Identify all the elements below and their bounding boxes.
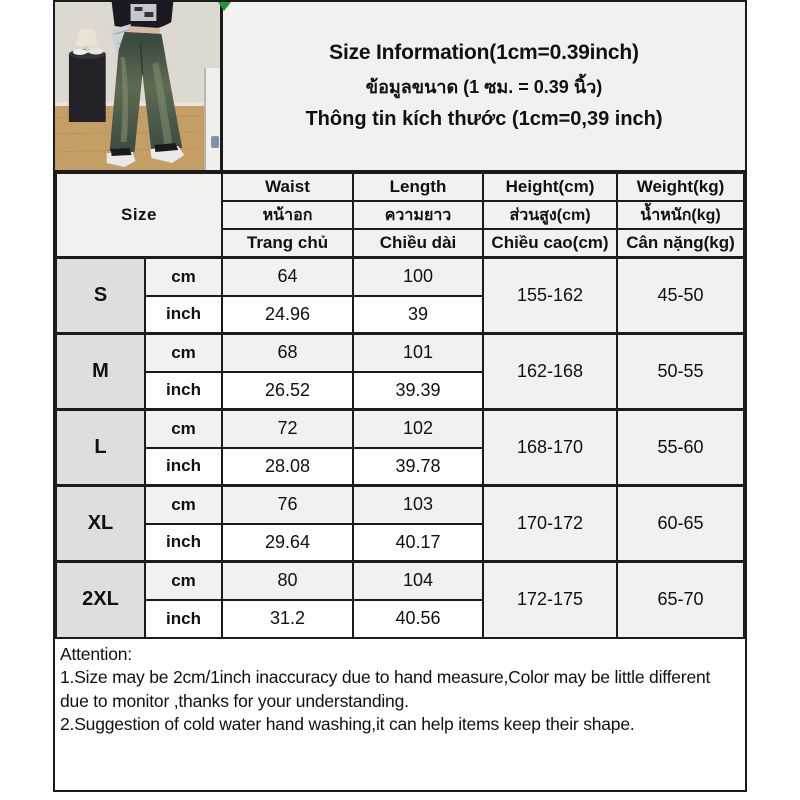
height-value: 162-168: [483, 334, 617, 410]
waist-inch-value: 29.64: [222, 524, 353, 562]
attention-notes: [55, 639, 745, 791]
size-label-s: S: [56, 258, 145, 334]
size-group-2xl: [56, 562, 744, 638]
weight-value: 55-60: [617, 410, 744, 486]
length-cm-value: 104: [353, 562, 483, 600]
title-vietnamese: Thông tin kích thước (1cm=0,39 inch): [305, 108, 663, 130]
size-group-l: [56, 410, 744, 486]
length-cm-value: 101: [353, 334, 483, 372]
waist-inch-value: 24.96: [222, 296, 353, 334]
unit-cm-label: cm: [145, 410, 222, 448]
col-header-waist-vi: Trang chủ: [222, 229, 353, 257]
col-header-weight-en: Weight(kg): [617, 173, 744, 201]
weight-value: 45-50: [617, 258, 744, 334]
length-inch-value: 40.17: [353, 524, 483, 562]
col-header-length-th: ความยาว: [353, 201, 483, 229]
waist-inch-value: 26.52: [222, 372, 353, 410]
col-header-height-en: Height(cm): [483, 173, 617, 201]
size-group-xl: [56, 486, 744, 562]
title-block: [223, 2, 745, 170]
length-cm-value: 103: [353, 486, 483, 524]
height-value: 155-162: [483, 258, 617, 334]
size-header-cell: Size: [56, 173, 222, 257]
waist-inch-value: 31.2: [222, 600, 353, 638]
unit-inch-label: inch: [145, 448, 222, 486]
height-value: 172-175: [483, 562, 617, 638]
unit-inch-label: inch: [145, 600, 222, 638]
col-header-waist-th: หน้าอก: [222, 201, 353, 229]
green-corner-marker-icon: [218, 2, 231, 11]
col-header-weight-vi: Cân nặng(kg): [617, 229, 744, 257]
height-value: 168-170: [483, 410, 617, 486]
col-header-waist-en: Waist: [222, 173, 353, 201]
waist-cm-value: 64: [222, 258, 353, 296]
weight-value: 50-55: [617, 334, 744, 410]
weight-value: 60-65: [617, 486, 744, 562]
unit-inch-label: inch: [145, 296, 222, 334]
col-header-height-vi: Chiều cao(cm): [483, 229, 617, 257]
waist-cm-value: 68: [222, 334, 353, 372]
col-header-length-en: Length: [353, 173, 483, 201]
size-group-m: [56, 334, 744, 410]
length-inch-value: 39.78: [353, 448, 483, 486]
size-table-body: [55, 256, 745, 639]
col-header-weight-th: น้ำหนัก(kg): [617, 201, 744, 229]
waist-cm-value: 72: [222, 410, 353, 448]
title-english: Size Information(1cm=0.39inch): [329, 41, 639, 64]
title-thai: ข้อมูลขนาด (1 ซม. = 0.39 นิ้ว): [365, 77, 603, 97]
waist-cm-value: 76: [222, 486, 353, 524]
unit-cm-label: cm: [145, 562, 222, 600]
col-header-length-vi: Chiều dài: [353, 229, 483, 257]
jeans-model-illustration: [55, 2, 220, 170]
size-label-m: M: [56, 334, 145, 410]
header-row-english: [56, 173, 744, 201]
size-label-2xl: 2XL: [56, 562, 145, 638]
length-cm-value: 102: [353, 410, 483, 448]
size-label-l: L: [56, 410, 145, 486]
waist-inch-value: 28.08: [222, 448, 353, 486]
size-label-xl: XL: [56, 486, 145, 562]
size-table: [55, 172, 745, 258]
length-inch-value: 39.39: [353, 372, 483, 410]
attention-note-2: 2.Suggestion of cold water hand washing,it can help items keep their shape.: [60, 714, 635, 734]
waist-cm-value: 80: [222, 562, 353, 600]
unit-cm-label: cm: [145, 334, 222, 372]
unit-inch-label: inch: [145, 524, 222, 562]
height-value: 170-172: [483, 486, 617, 562]
attention-heading: Attention:: [60, 643, 132, 664]
size-group-s: [56, 258, 744, 334]
product-photo: [55, 2, 223, 170]
length-inch-value: 39: [353, 296, 483, 334]
attention-note-1: 1.Size may be 2cm/1inch inaccuracy due to hand measure,Color may be little different due to monitor ,thanks for your understanding.: [60, 667, 711, 711]
top-row: [55, 2, 745, 172]
length-cm-value: 100: [353, 258, 483, 296]
col-header-height-th: ส่วนสูง(cm): [483, 201, 617, 229]
unit-cm-label: cm: [145, 258, 222, 296]
unit-inch-label: inch: [145, 372, 222, 410]
weight-value: 65-70: [617, 562, 744, 638]
length-inch-value: 40.56: [353, 600, 483, 638]
unit-cm-label: cm: [145, 486, 222, 524]
size-chart-sheet: [53, 0, 747, 792]
